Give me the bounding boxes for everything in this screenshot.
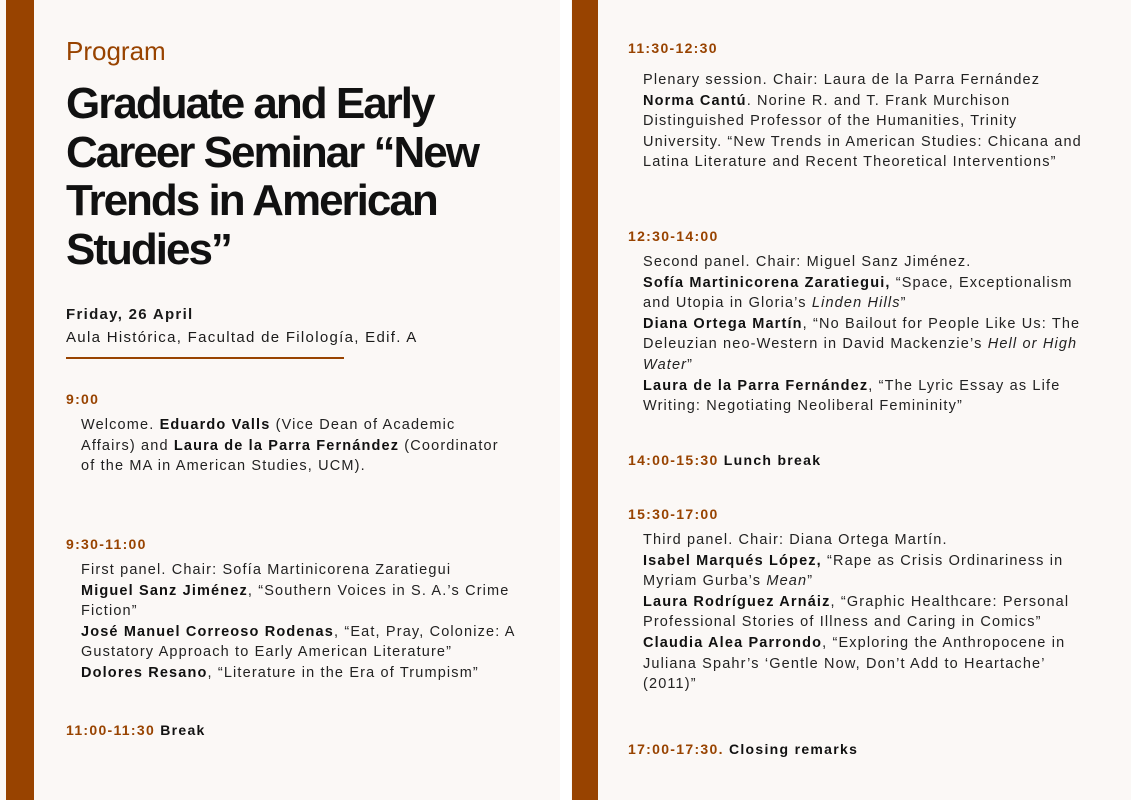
speaker-name: Isabel Marqués López,	[643, 552, 822, 569]
speaker-name: Diana Ortega Martín	[643, 315, 803, 332]
session-closing	[628, 741, 858, 757]
talk-title: , “Southern Voices in S. A.’s Crime Fiction”	[81, 582, 510, 620]
session-time: 9:00	[66, 391, 100, 407]
session-second-panel	[643, 252, 1098, 417]
session-break	[66, 722, 206, 738]
session-time: 14:00-15:30	[628, 452, 719, 468]
session-lunch	[628, 452, 821, 468]
session-first-panel	[81, 560, 551, 684]
film-title: Hell or High Water	[643, 336, 1078, 373]
talk-title: , “Literature in the Era of Trumpism”	[207, 664, 479, 681]
divider	[66, 357, 344, 359]
talk-title: , “Exploring the Anthropocene in Juliana Spahr’s ‘Gentle Now, Don’t Add to Heartache’ (2011)”	[643, 634, 1066, 693]
session-time: 15:30-17:00	[628, 506, 719, 522]
book-title: Linden Hills	[811, 295, 901, 312]
speaker-name: José Manuel Correoso Rodenas	[81, 623, 334, 640]
session-third-panel	[643, 530, 1103, 695]
right-accent-bar	[572, 0, 598, 800]
speaker-name: Norma Cantú	[643, 92, 747, 109]
session-time: 17:00-17:30.	[628, 741, 724, 757]
session-plenary	[643, 70, 1098, 173]
speaker-name: Sofía Martinicorena Zaratiegui,	[643, 274, 891, 291]
program-label: Program	[66, 36, 166, 66]
session-time: 12:30-14:00	[628, 228, 719, 244]
session-label: Break	[155, 722, 206, 738]
speaker-role: (Coordinator of the MA in American Studies, UCM).	[81, 437, 499, 475]
talk-title: , “Eat, Pray, Colonize: A Gustatory Approach to Early American Literature”	[81, 623, 515, 661]
talk-item	[643, 91, 1098, 173]
session-intro: First panel. Chair: Sofía Martinicorena Zaratiegui	[81, 562, 452, 578]
speaker-role: (Vice Dean of Academic Affairs) and	[81, 417, 456, 454]
speaker-name: Claudia Alea Parrondo	[643, 634, 823, 651]
talk-title: “Space, Exceptionalism and Utopia in Gloria’s	[643, 274, 1073, 312]
session-intro: Plenary session. Chair: Laura de la Parra Fernández	[643, 72, 1041, 88]
speaker-name: Miguel Sanz Jiménez	[81, 582, 248, 599]
speaker-name: Laura de la Parra Fernández	[173, 437, 400, 454]
session-label: Lunch break	[718, 452, 822, 468]
session-intro: Second panel. Chair: Miguel Sanz Jiménez.	[643, 254, 972, 270]
speaker-name: Eduardo Valls	[159, 417, 271, 433]
session-intro: Third panel. Chair: Diana Ortega Martín.	[643, 532, 948, 548]
book-title: Mean	[766, 573, 808, 590]
talk-item	[643, 376, 1098, 417]
talk-title: , “No Bailout for People Like Us: The Deleuzian neo-Western in David Mackenzie’s	[643, 315, 1081, 353]
talk-item	[643, 592, 1103, 633]
session-time: 11:00-11:30	[66, 722, 156, 738]
session-label: Closing remarks	[723, 741, 859, 757]
talk-title: , “The Lyric Essay as Life Writing: Negotiating Neoliberal Femininity”	[643, 377, 1061, 415]
talk-title: . Norine R. and T. Frank Murchison Distinguished Professor of the Humanities, Trinity University. “New Trends in American Studies: Chicana and Latina Literature and Recent Theoretical Interventions”	[643, 92, 1082, 171]
talk-item	[643, 314, 1098, 376]
quote-end: ”	[687, 356, 694, 373]
speaker-name: Dolores Resano	[81, 664, 208, 681]
speaker-name: Laura Rodríguez Arnáiz	[643, 593, 831, 610]
talk-item	[81, 622, 551, 663]
session-intro: Welcome.	[81, 417, 160, 433]
talk-title: , “Graphic Healthcare: Personal Professional Stories of Illness and Caring in Comics”	[643, 593, 1070, 631]
session-time: 9:30-11:00	[66, 536, 147, 552]
event-venue: Aula Histórica, Facultad de Filología, Edif. A	[66, 329, 418, 346]
quote-end: ”	[807, 573, 814, 590]
session-time: 11:30-12:30	[628, 40, 718, 56]
quote-end: ”	[900, 295, 907, 312]
talk-title: “Rape as Crisis Ordinariness in Myriam Gurba’s	[643, 552, 1064, 590]
talk-item	[643, 633, 1103, 695]
page-title: Graduate and Early Career Seminar “New Trends in American Studies”	[66, 79, 478, 274]
session-welcome	[81, 415, 511, 477]
talk-item	[643, 551, 1103, 592]
event-date: Friday, 26 April	[66, 306, 194, 323]
talk-item	[81, 581, 551, 622]
speaker-name: Laura de la Parra Fernández	[643, 377, 869, 394]
talk-item	[81, 663, 551, 684]
left-accent-bar	[6, 0, 34, 800]
talk-item	[643, 273, 1098, 314]
